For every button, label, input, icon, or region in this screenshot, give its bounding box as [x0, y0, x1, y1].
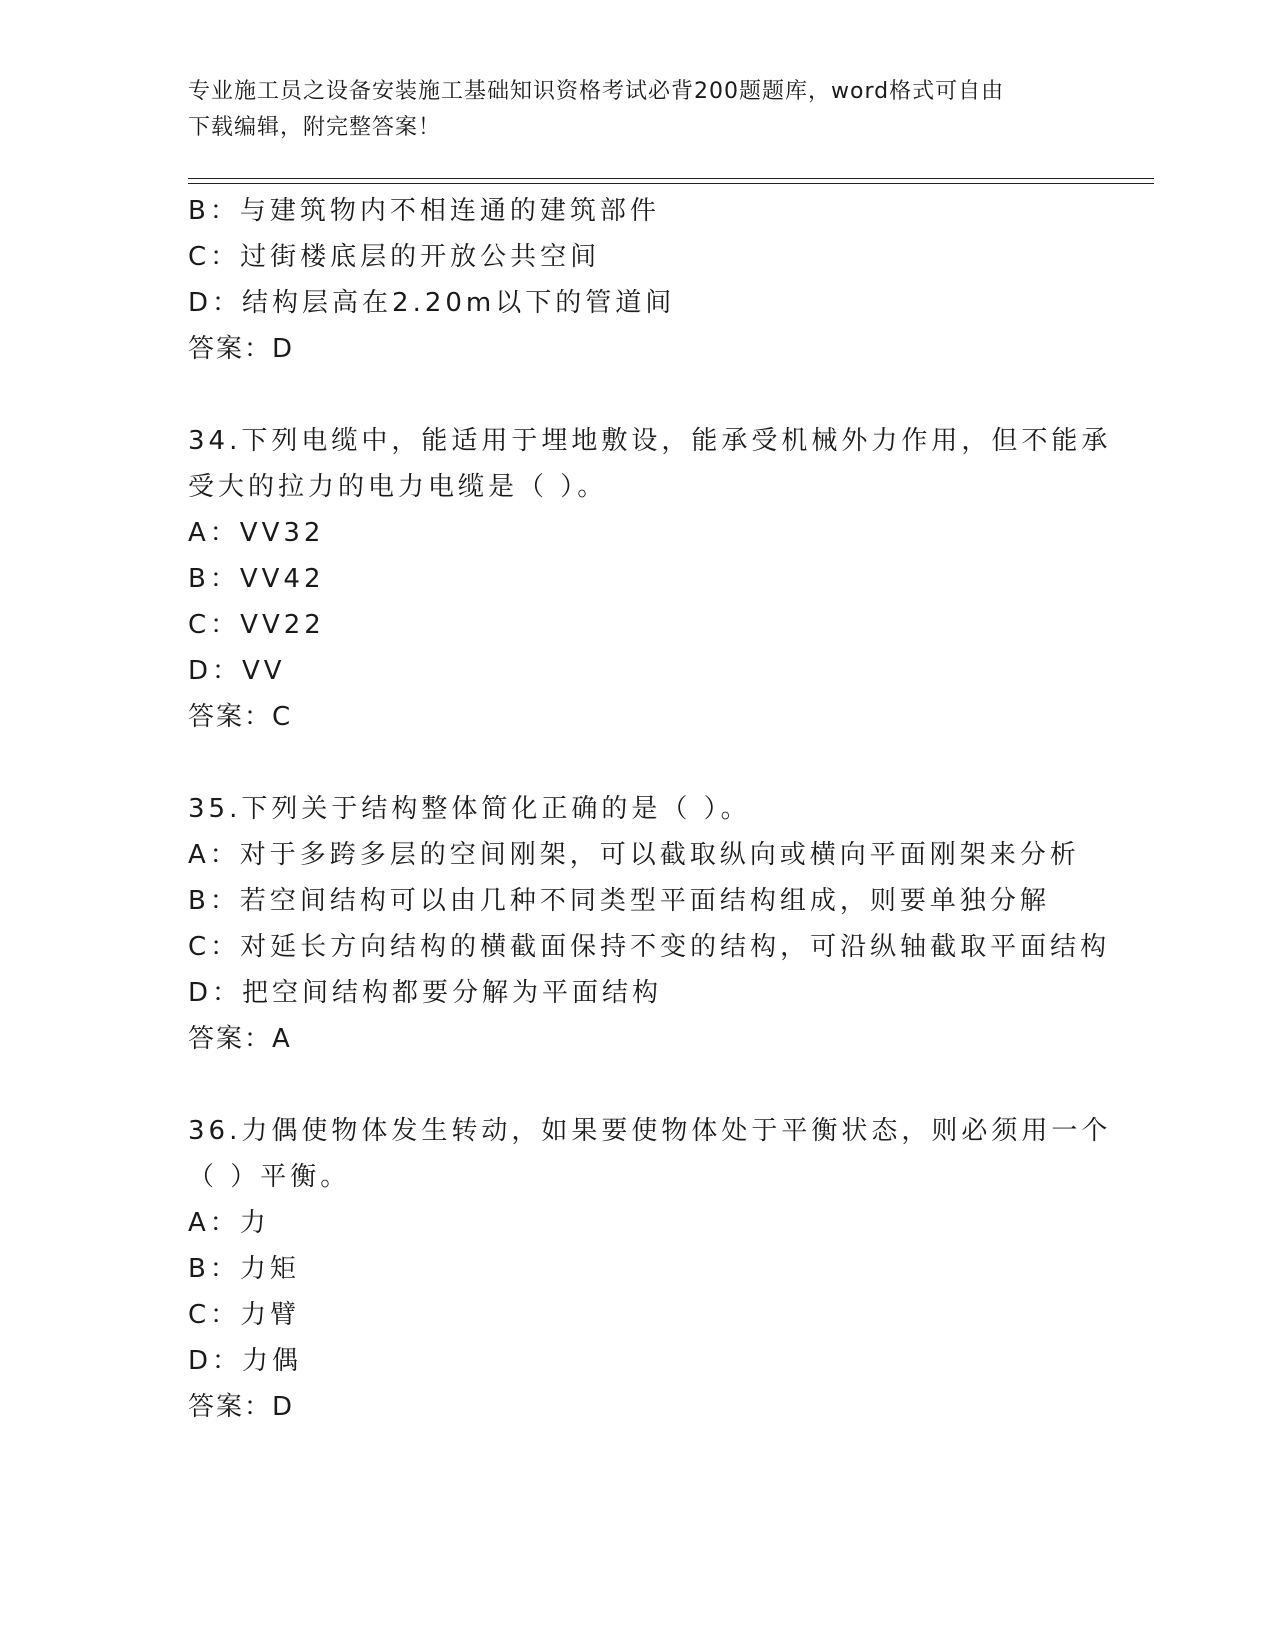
- option-c: C：对延长方向结构的横截面保持不变的结构，可沿纵轴截取平面结构: [188, 932, 1111, 962]
- question-33-continued: [188, 188, 1088, 372]
- option-d: D：力偶: [188, 1346, 303, 1376]
- question-stem-line-1: 35.下列关于结构整体简化正确的是（ ）。: [188, 794, 751, 824]
- spacer: [188, 372, 1088, 418]
- answer-line: 答案：D: [188, 1392, 295, 1422]
- header-divider-top: [188, 178, 1154, 179]
- document-header: [188, 74, 1088, 146]
- question-stem-line-1: 34.下列电缆中，能适用于埋地敷设，能承受机械外力作用，但不能承: [188, 426, 1112, 456]
- answer-line: 答案：C: [188, 702, 293, 732]
- spacer: [188, 1062, 1088, 1108]
- answer-line: 答案：D: [188, 334, 295, 364]
- question-35: [188, 786, 1111, 1062]
- option-b: B：VV42: [188, 564, 325, 594]
- option-d: D：VV: [188, 656, 286, 686]
- option-d: D：把空间结构都要分解为平面结构: [188, 978, 663, 1008]
- option-d: D：结构层高在2.20m以下的管道间: [188, 288, 676, 318]
- option-c: C：过街楼底层的开放公共空间: [188, 242, 601, 272]
- option-a: A：对于多跨多层的空间刚架，可以截取纵向或横向平面刚架来分析: [188, 840, 1080, 870]
- question-stem-line-2: （ ）平衡。: [188, 1162, 351, 1192]
- option-b: B：若空间结构可以由几种不同类型平面结构组成，则要单独分解: [188, 886, 1050, 916]
- option-a: A：力: [188, 1208, 270, 1238]
- question-stem-line-1: 36.力偶使物体发生转动，如果要使物体处于平衡状态，则必须用一个: [188, 1116, 1112, 1146]
- header-divider-bottom: [188, 183, 1154, 184]
- question-34: [188, 418, 1112, 740]
- header-line-2: 下载编辑，附完整答案！: [188, 115, 442, 140]
- header-line-1: 专业施工员之设备安装施工基础知识资格考试必背200题题库，word格式可自由: [188, 79, 1005, 104]
- option-b: B：力矩: [188, 1254, 300, 1284]
- option-c: C：力臂: [188, 1300, 301, 1330]
- spacer: [188, 740, 1088, 786]
- answer-line: 答案：A: [188, 1024, 292, 1054]
- question-stem-line-2: 受大的拉力的电力电缆是（ ）。: [188, 472, 608, 502]
- question-list: [188, 188, 1112, 1430]
- option-c: C：VV22: [188, 610, 325, 640]
- question-36: [188, 1108, 1112, 1430]
- option-a: A：VV32: [188, 518, 325, 548]
- option-b: B：与建筑物内不相连通的建筑部件: [188, 196, 660, 226]
